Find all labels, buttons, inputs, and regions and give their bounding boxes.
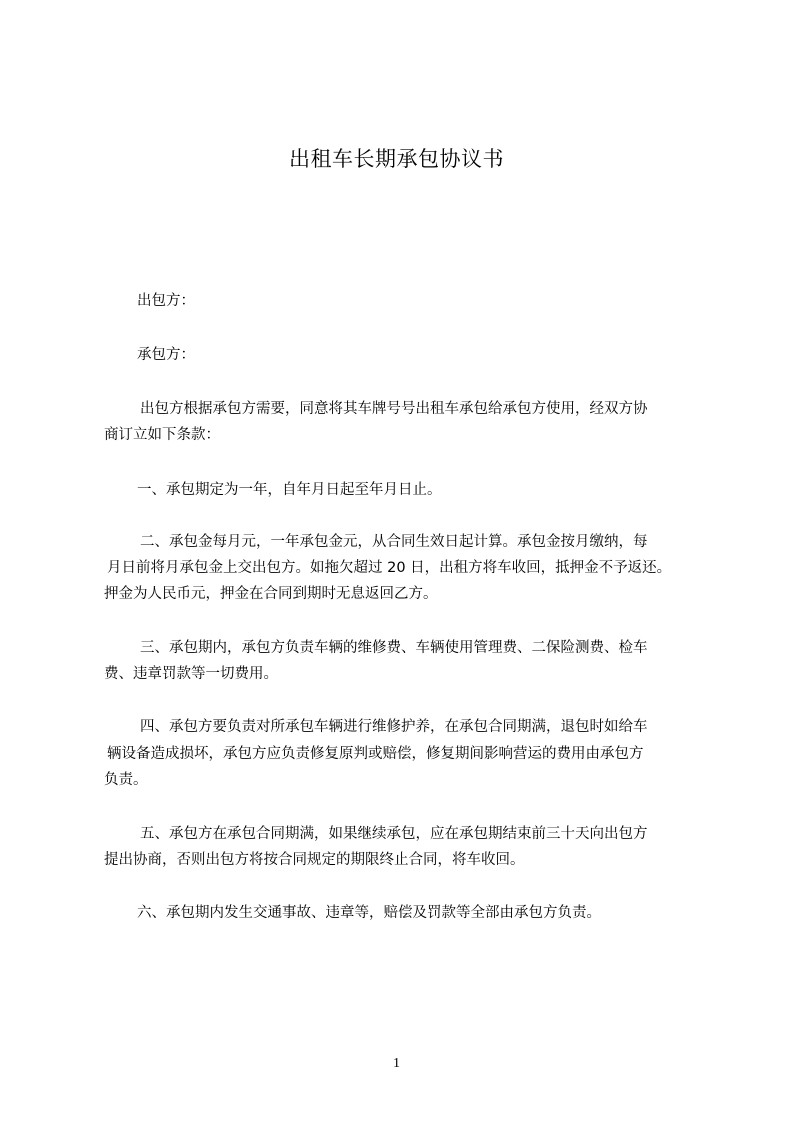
clause-2-line-3: 押金为人民币元，押金在合同到期时无息返回乙方。 xyxy=(104,586,438,602)
intro-line-2: 商订立如下条款： xyxy=(104,427,220,443)
clause-5-line-1: 五、承包方在承包合同期满，如果继续承包，应在承包期结束前三十天向出包方 xyxy=(140,826,648,842)
intro-line-1: 出包方根据承包方需要，同意将其车牌号号出租车承包给承包方使用，经双方协 xyxy=(140,401,648,417)
clause-4-line-2: 辆设备造成损坏，承包方应负责修复原判或赔偿，修复期间影响营运的费用由承包方 xyxy=(107,746,644,762)
clause-2-line-2: 月日前将月承包金上交出包方。如拖欠超过 20 日，出租方将车收回，抵押金不予返还。 xyxy=(107,560,672,576)
page-number: 1 xyxy=(393,1056,400,1071)
clause-5-line-2: 提出协商，否则出包方将按合同规定的期限终止合同，将车收回。 xyxy=(104,852,525,868)
clause-2-line-1: 二、承包金每月元，一年承包金元，从合同生效日起计算。承包金按月缴纳，每 xyxy=(140,534,648,550)
clause-6-line-1: 六、承包期内发生交通事故、违章等，赔偿及罚款等全部由承包方负责。 xyxy=(137,905,601,921)
clause-1-line-1: 一、承包期定为一年，自年月日起至年月日止。 xyxy=(137,482,442,498)
party-a-label: 出包方： xyxy=(137,293,195,309)
clause-4-line-1: 四、承包方要负责对所承包车辆进行维修护养，在承包合同期满，退包时如给车 xyxy=(140,719,648,735)
clause-4-line-3: 负责。 xyxy=(104,772,148,788)
party-b-label: 承包方： xyxy=(137,347,195,363)
document-title: 出租车长期承包协议书 xyxy=(289,147,504,171)
clause-3-line-2: 费、违章罚款等一切费用。 xyxy=(104,666,278,682)
clause-3-line-1: 三、承包期内，承包方负责车辆的维修费、车辆使用管理费、二保险测费、检车 xyxy=(140,640,648,656)
